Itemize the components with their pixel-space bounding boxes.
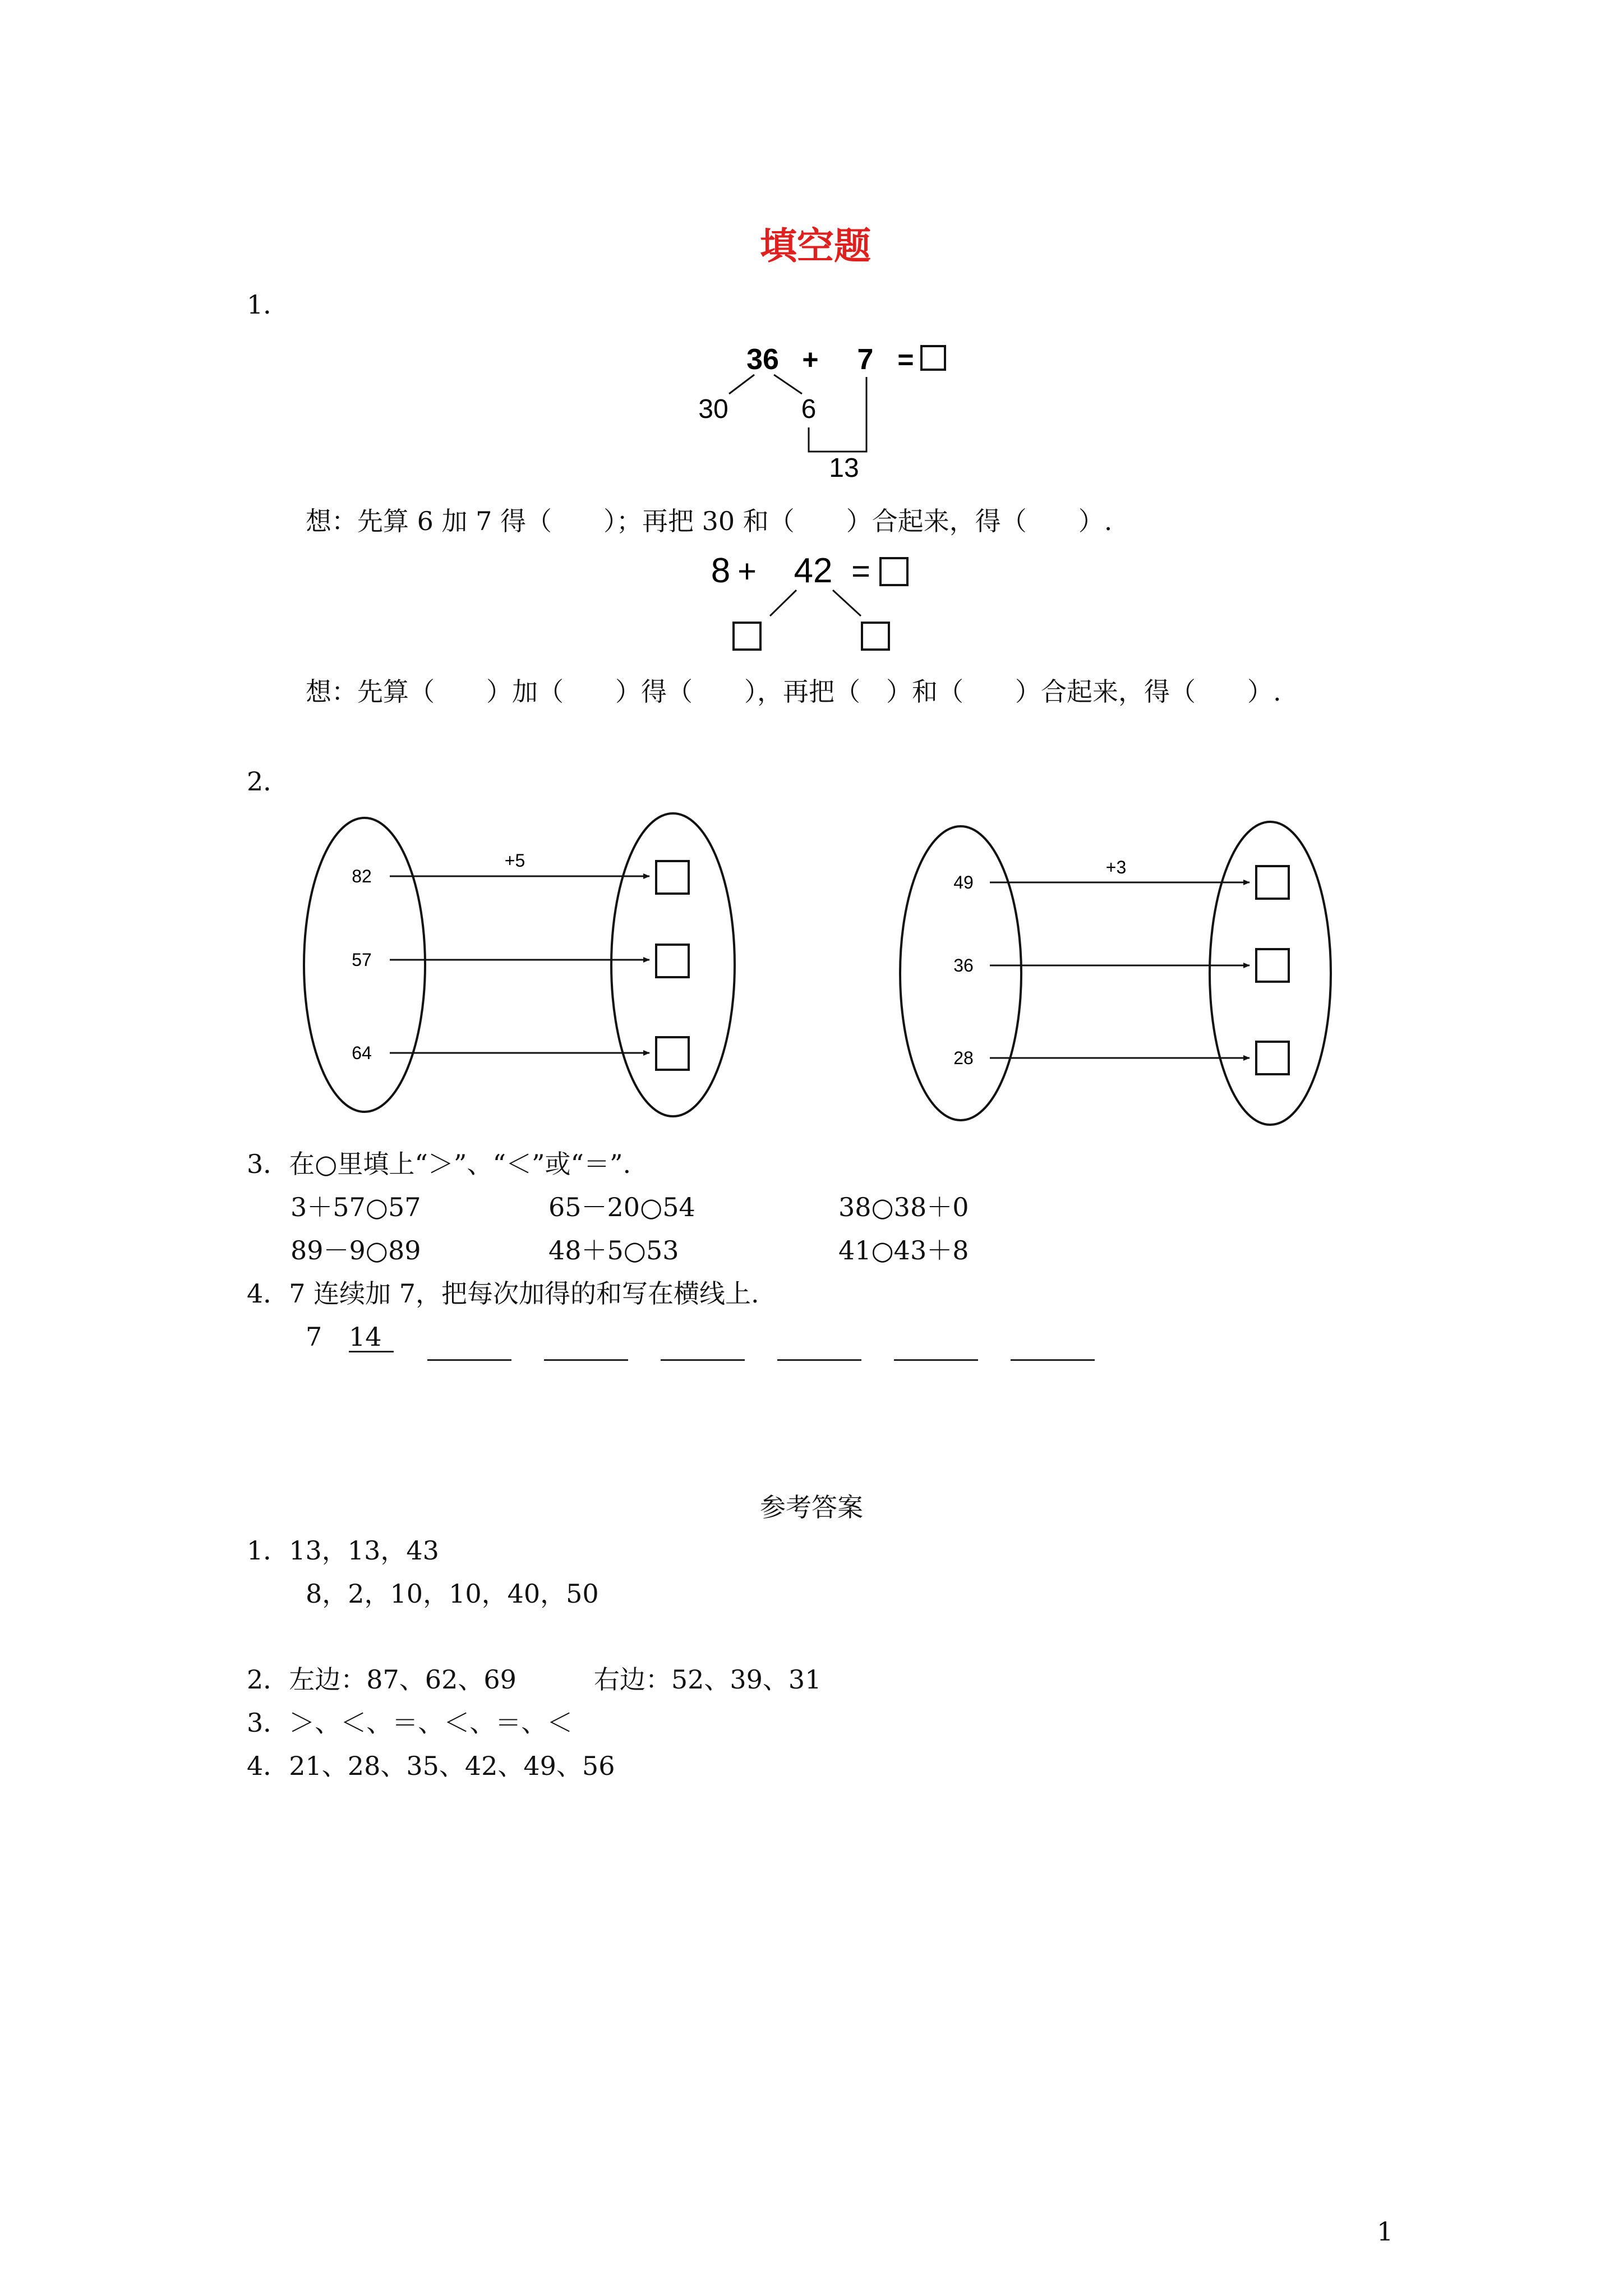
answer-1-line-2: 8，2，10，10，40，50 <box>306 1579 599 1609</box>
left-op-label: +5 <box>504 850 525 871</box>
right-op-label: +3 <box>1105 857 1127 877</box>
answer-4: 4．21、28、35、42、49、56 <box>247 1751 615 1781</box>
d2-eq: = <box>851 553 870 590</box>
d1-eq: = <box>897 344 914 375</box>
page-title: 填空题 <box>760 224 871 268</box>
d1-a: 36 <box>746 343 779 376</box>
left-input-3: 64 <box>352 1043 372 1063</box>
q3-instruction: 3．在○里填上“＞”、“＜”或“＝”. <box>247 1149 631 1179</box>
page-number: 1 <box>1377 2216 1394 2247</box>
q4-example-answer: 14 <box>349 1324 394 1352</box>
left-output-box-1[interactable] <box>656 861 689 894</box>
d2-a: 8 <box>711 551 731 590</box>
q4-blank[interactable] <box>427 1336 511 1361</box>
d1-split-right: 6 <box>801 394 817 424</box>
answer-2: 2．左边：87、62、69 右边：52、39、31 <box>247 1664 822 1695</box>
q3-item: 48＋5○53 <box>548 1235 679 1266</box>
q3-item: 65－20○54 <box>548 1192 695 1222</box>
d1-b: 7 <box>857 343 874 376</box>
q4-blank[interactable] <box>544 1336 628 1361</box>
q2-number: 2． <box>247 766 289 797</box>
q3-item: 3＋57○57 <box>291 1192 421 1222</box>
d2-b: 42 <box>794 551 833 590</box>
q1-hint-1: 想：先算 6 加 7 得（ ）；再把 30 和（ ）合起来，得（ ）. <box>306 506 1113 536</box>
q3-item: 89－9○89 <box>291 1235 421 1266</box>
q1-number: 1． <box>247 289 289 320</box>
answer-1-line-1: 1．13，13，43 <box>247 1535 439 1566</box>
right-output-box-2[interactable] <box>1256 949 1289 982</box>
q3-item: 41○43＋8 <box>838 1235 969 1266</box>
q4-blank[interactable] <box>777 1336 861 1361</box>
q4-blank[interactable] <box>661 1336 745 1361</box>
q3-item: 38○38＋0 <box>838 1192 969 1222</box>
left-input-1: 82 <box>352 866 372 886</box>
q1-hint-2: 想：先算（ ）加（ ）得（ ），再把（ ）和（ ）合起来，得（ ）. <box>306 677 1281 707</box>
right-output-box-3[interactable] <box>1256 1042 1289 1074</box>
left-output-box-2[interactable] <box>656 945 689 977</box>
answer-3: 3．＞、＜、＝、＜、＝、＜ <box>247 1708 573 1738</box>
d2-op: + <box>737 553 757 590</box>
answers-heading: 参考答案 <box>760 1492 863 1522</box>
left-input-2: 57 <box>352 950 372 970</box>
d1-sum: 13 <box>829 453 859 483</box>
q4-start-value: 7 <box>306 1322 322 1352</box>
right-input-1: 49 <box>953 872 974 892</box>
right-output-box-1[interactable] <box>1256 866 1289 899</box>
d1-op: + <box>802 344 819 375</box>
q4-blank[interactable] <box>894 1336 978 1361</box>
right-input-2: 36 <box>953 955 974 976</box>
q4-blank[interactable] <box>1011 1336 1095 1361</box>
left-output-box-3[interactable] <box>656 1037 689 1070</box>
d1-split-left: 30 <box>698 394 728 424</box>
q4-instruction: 4．7 连续加 7，把每次加得的和写在横线上. <box>247 1278 759 1309</box>
right-input-3: 28 <box>953 1048 974 1068</box>
q4-blanks <box>422 1325 1127 1361</box>
